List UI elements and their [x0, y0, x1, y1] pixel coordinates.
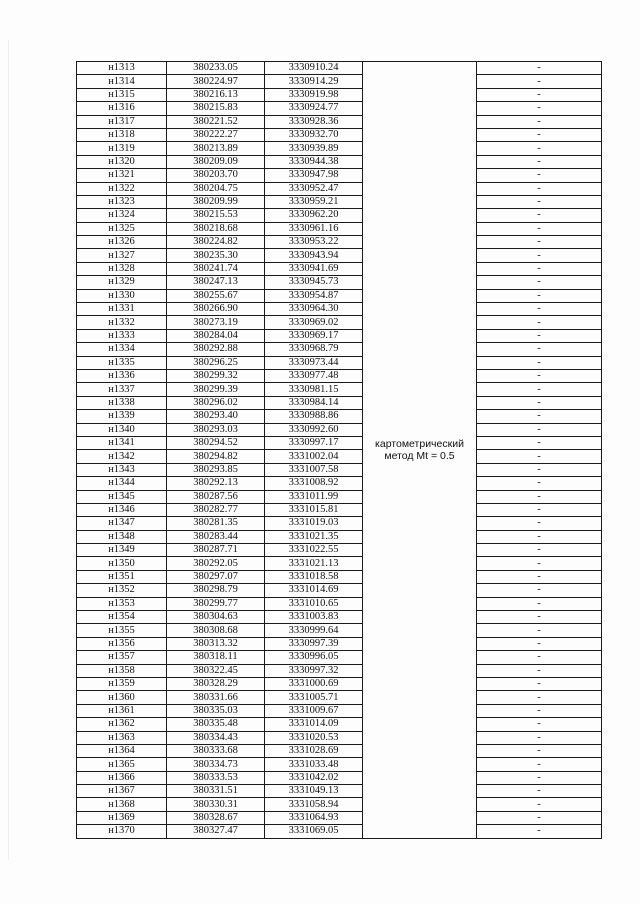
coordinate-y-cell: 3330941.69: [265, 262, 363, 275]
table-row: [77, 811, 602, 824]
coordinate-x-cell: 380292.88: [167, 343, 265, 356]
point-name-cell: н1366: [77, 771, 167, 784]
point-name-cell: н1342: [77, 450, 167, 463]
coordinate-x-cell: 380335.48: [167, 718, 265, 731]
point-name-cell: н1352: [77, 584, 167, 597]
table-row: [77, 450, 602, 463]
coordinate-x-cell: 380224.97: [167, 75, 265, 88]
table-row: [77, 611, 602, 624]
coordinate-y-cell: 3331033.48: [265, 758, 363, 771]
coordinate-y-cell: 3330969.02: [265, 316, 363, 329]
table-row: [77, 75, 602, 88]
note-cell: -: [477, 102, 602, 115]
table-row: [77, 677, 602, 690]
table-row: [77, 624, 602, 637]
coordinate-y-cell: 3331064.93: [265, 811, 363, 824]
point-name-cell: н1330: [77, 289, 167, 302]
coordinate-y-cell: 3331049.13: [265, 785, 363, 798]
coordinate-y-cell: 3331007.58: [265, 463, 363, 476]
note-cell: -: [477, 637, 602, 650]
note-cell: -: [477, 396, 602, 409]
coordinate-x-cell: 380322.45: [167, 664, 265, 677]
note-cell: -: [477, 463, 602, 476]
table-row: [77, 664, 602, 677]
point-name-cell: н1348: [77, 530, 167, 543]
table-row: [77, 825, 602, 838]
coordinate-y-cell: 3331028.69: [265, 744, 363, 757]
note-cell: -: [477, 343, 602, 356]
note-cell: -: [477, 316, 602, 329]
table-row: [77, 128, 602, 141]
coordinate-x-cell: 380296.02: [167, 396, 265, 409]
point-name-cell: н1357: [77, 651, 167, 664]
note-cell: -: [477, 624, 602, 637]
note-cell: -: [477, 825, 602, 838]
point-name-cell: н1363: [77, 731, 167, 744]
coordinate-y-cell: 3330939.89: [265, 142, 363, 155]
coordinate-y-cell: 3330969.17: [265, 329, 363, 342]
coordinate-y-cell: 3330947.98: [265, 169, 363, 182]
point-name-cell: н1343: [77, 463, 167, 476]
coordinates-table-body: [77, 62, 602, 839]
point-name-cell: н1358: [77, 664, 167, 677]
coordinate-x-cell: 380299.39: [167, 383, 265, 396]
note-cell: -: [477, 236, 602, 249]
point-name-cell: н1337: [77, 383, 167, 396]
note-cell: -: [477, 651, 602, 664]
coordinate-y-cell: 3331011.99: [265, 490, 363, 503]
coordinate-y-cell: 3330944.38: [265, 155, 363, 168]
table-row: [77, 651, 602, 664]
table-row: [77, 155, 602, 168]
coordinate-y-cell: 3330996.05: [265, 651, 363, 664]
note-cell: -: [477, 517, 602, 530]
note-cell: -: [477, 557, 602, 570]
table-row: [77, 530, 602, 543]
table-row: [77, 329, 602, 342]
point-name-cell: н1335: [77, 356, 167, 369]
note-cell: -: [477, 75, 602, 88]
note-cell: -: [477, 62, 602, 75]
table-row: [77, 195, 602, 208]
table-row: [77, 209, 602, 222]
point-name-cell: н1345: [77, 490, 167, 503]
point-name-cell: н1346: [77, 503, 167, 516]
coordinate-y-cell: 3330973.44: [265, 356, 363, 369]
coordinate-x-cell: 380235.30: [167, 249, 265, 262]
coordinate-y-cell: 3330999.64: [265, 624, 363, 637]
coordinate-x-cell: 380203.70: [167, 169, 265, 182]
coordinate-x-cell: 380330.31: [167, 798, 265, 811]
note-cell: -: [477, 785, 602, 798]
coordinate-y-cell: 3331069.05: [265, 825, 363, 838]
coordinate-x-cell: 380215.83: [167, 102, 265, 115]
coordinate-x-cell: 380296.25: [167, 356, 265, 369]
table-row: [77, 262, 602, 275]
coordinate-y-cell: 3330988.86: [265, 410, 363, 423]
table-row: [77, 798, 602, 811]
coordinate-x-cell: 380328.29: [167, 677, 265, 690]
table-row: [77, 289, 602, 302]
coordinate-y-cell: 3331022.55: [265, 544, 363, 557]
point-name-cell: н1350: [77, 557, 167, 570]
point-name-cell: н1328: [77, 262, 167, 275]
note-cell: -: [477, 88, 602, 101]
point-name-cell: н1333: [77, 329, 167, 342]
coordinate-y-cell: 3330984.14: [265, 396, 363, 409]
coordinate-y-cell: 3331019.03: [265, 517, 363, 530]
table-row: [77, 490, 602, 503]
point-name-cell: н1349: [77, 544, 167, 557]
note-cell: -: [477, 798, 602, 811]
table-row: [77, 718, 602, 731]
coordinate-y-cell: 3330953.22: [265, 236, 363, 249]
table-row: [77, 463, 602, 476]
coordinate-x-cell: 380318.11: [167, 651, 265, 664]
point-name-cell: н1361: [77, 704, 167, 717]
note-cell: -: [477, 369, 602, 382]
coordinate-x-cell: 380292.13: [167, 477, 265, 490]
note-cell: -: [477, 731, 602, 744]
coordinate-y-cell: 3331005.71: [265, 691, 363, 704]
method-label-line2: метод Mt = 0.5: [384, 449, 455, 462]
point-name-cell: н1319: [77, 142, 167, 155]
coordinate-x-cell: 380299.77: [167, 597, 265, 610]
coordinate-y-cell: 3331021.13: [265, 557, 363, 570]
coordinate-x-cell: 380298.79: [167, 584, 265, 597]
point-name-cell: н1359: [77, 677, 167, 690]
coordinate-x-cell: 380247.13: [167, 276, 265, 289]
coordinate-x-cell: 380287.56: [167, 490, 265, 503]
note-cell: -: [477, 744, 602, 757]
table-row: [77, 436, 602, 449]
table-row: [77, 276, 602, 289]
coordinate-x-cell: 380221.52: [167, 115, 265, 128]
note-cell: -: [477, 142, 602, 155]
table-row: [77, 423, 602, 436]
coordinate-x-cell: 380331.66: [167, 691, 265, 704]
scan-margin-line: [8, 40, 9, 860]
table-row: [77, 369, 602, 382]
coordinate-x-cell: 380284.04: [167, 329, 265, 342]
point-name-cell: н1365: [77, 758, 167, 771]
table-row: [77, 62, 602, 75]
point-name-cell: н1325: [77, 222, 167, 235]
coordinate-y-cell: 3331020.53: [265, 731, 363, 744]
coordinate-y-cell: 3331058.94: [265, 798, 363, 811]
note-cell: -: [477, 115, 602, 128]
point-name-cell: н1331: [77, 303, 167, 316]
note-cell: -: [477, 383, 602, 396]
note-cell: -: [477, 503, 602, 516]
table-row: [77, 115, 602, 128]
point-name-cell: н1336: [77, 369, 167, 382]
coordinate-y-cell: 3330964.30: [265, 303, 363, 316]
note-cell: -: [477, 410, 602, 423]
coordinate-y-cell: 3331003.83: [265, 611, 363, 624]
point-name-cell: н1329: [77, 276, 167, 289]
coordinate-x-cell: 380335.03: [167, 704, 265, 717]
coordinate-y-cell: 3330954.87: [265, 289, 363, 302]
table-row: [77, 517, 602, 530]
note-cell: -: [477, 758, 602, 771]
coordinate-x-cell: 380331.51: [167, 785, 265, 798]
point-name-cell: н1364: [77, 744, 167, 757]
point-name-cell: н1317: [77, 115, 167, 128]
note-cell: -: [477, 530, 602, 543]
note-cell: -: [477, 450, 602, 463]
method-cell: [363, 62, 477, 839]
note-cell: -: [477, 329, 602, 342]
table-row: [77, 731, 602, 744]
coordinate-x-cell: 380304.63: [167, 611, 265, 624]
note-cell: -: [477, 477, 602, 490]
table-row: [77, 758, 602, 771]
table-row: [77, 477, 602, 490]
coordinate-y-cell: 3331000.69: [265, 677, 363, 690]
coordinate-y-cell: 3330932.70: [265, 128, 363, 141]
point-name-cell: н1370: [77, 825, 167, 838]
point-name-cell: н1334: [77, 343, 167, 356]
coordinate-y-cell: 3330945.73: [265, 276, 363, 289]
coordinate-y-cell: 3330962.20: [265, 209, 363, 222]
point-name-cell: н1356: [77, 637, 167, 650]
coordinate-x-cell: 380333.68: [167, 744, 265, 757]
note-cell: -: [477, 155, 602, 168]
table-row: [77, 691, 602, 704]
note-cell: -: [477, 262, 602, 275]
point-name-cell: н1368: [77, 798, 167, 811]
point-name-cell: н1353: [77, 597, 167, 610]
table-row: [77, 637, 602, 650]
table-row: [77, 771, 602, 784]
coordinate-y-cell: 3330997.17: [265, 436, 363, 449]
coordinate-x-cell: 380282.77: [167, 503, 265, 516]
coordinate-x-cell: 380293.85: [167, 463, 265, 476]
coordinate-y-cell: 3330981.15: [265, 383, 363, 396]
note-cell: -: [477, 423, 602, 436]
coordinate-x-cell: 380294.82: [167, 450, 265, 463]
note-cell: -: [477, 664, 602, 677]
coordinate-x-cell: 380266.90: [167, 303, 265, 316]
note-cell: -: [477, 704, 602, 717]
point-name-cell: н1324: [77, 209, 167, 222]
coordinate-x-cell: 380299.32: [167, 369, 265, 382]
coordinate-y-cell: 3330910.24: [265, 62, 363, 75]
coordinate-y-cell: 3330943.94: [265, 249, 363, 262]
table-row: [77, 356, 602, 369]
note-cell: -: [477, 691, 602, 704]
coordinate-x-cell: 380297.07: [167, 570, 265, 583]
point-name-cell: н1314: [77, 75, 167, 88]
coordinate-y-cell: 3331009.67: [265, 704, 363, 717]
note-cell: -: [477, 182, 602, 195]
coordinate-x-cell: 380292.05: [167, 557, 265, 570]
coordinate-y-cell: 3330961.16: [265, 222, 363, 235]
point-name-cell: н1360: [77, 691, 167, 704]
coordinate-x-cell: 380222.27: [167, 128, 265, 141]
note-cell: -: [477, 771, 602, 784]
point-name-cell: н1315: [77, 88, 167, 101]
table-row: [77, 169, 602, 182]
point-name-cell: н1326: [77, 236, 167, 249]
coordinate-x-cell: 380241.74: [167, 262, 265, 275]
note-cell: -: [477, 128, 602, 141]
table-row: [77, 303, 602, 316]
point-name-cell: н1318: [77, 128, 167, 141]
coordinate-y-cell: 3331010.65: [265, 597, 363, 610]
point-name-cell: н1332: [77, 316, 167, 329]
coordinate-x-cell: 380328.67: [167, 811, 265, 824]
coordinate-x-cell: 380294.52: [167, 436, 265, 449]
note-cell: -: [477, 597, 602, 610]
coordinate-x-cell: 380333.53: [167, 771, 265, 784]
note-cell: -: [477, 356, 602, 369]
coordinate-x-cell: 380283.44: [167, 530, 265, 543]
coordinate-x-cell: 380215.53: [167, 209, 265, 222]
note-cell: -: [477, 490, 602, 503]
coordinate-y-cell: 3331021.35: [265, 530, 363, 543]
coordinate-x-cell: 380233.05: [167, 62, 265, 75]
table-row: [77, 182, 602, 195]
coordinate-x-cell: 380327.47: [167, 825, 265, 838]
note-cell: -: [477, 718, 602, 731]
coordinate-y-cell: 3330914.29: [265, 75, 363, 88]
note-cell: -: [477, 195, 602, 208]
point-name-cell: н1355: [77, 624, 167, 637]
coordinate-y-cell: 3330977.48: [265, 369, 363, 382]
point-name-cell: н1338: [77, 396, 167, 409]
point-name-cell: н1351: [77, 570, 167, 583]
coordinate-y-cell: 3330997.39: [265, 637, 363, 650]
note-cell: -: [477, 811, 602, 824]
coordinate-x-cell: 380334.43: [167, 731, 265, 744]
note-cell: -: [477, 209, 602, 222]
point-name-cell: н1313: [77, 62, 167, 75]
table-row: [77, 503, 602, 516]
coordinate-y-cell: 3331018.58: [265, 570, 363, 583]
note-cell: -: [477, 222, 602, 235]
table-row: [77, 597, 602, 610]
coordinates-table: [76, 61, 602, 839]
coordinate-y-cell: 3330952.47: [265, 182, 363, 195]
point-name-cell: н1340: [77, 423, 167, 436]
table-row: [77, 410, 602, 423]
note-cell: -: [477, 570, 602, 583]
coordinate-y-cell: 3331014.09: [265, 718, 363, 731]
coordinate-x-cell: 380213.89: [167, 142, 265, 155]
table-row: [77, 544, 602, 557]
table-row: [77, 88, 602, 101]
table-row: [77, 383, 602, 396]
point-name-cell: н1316: [77, 102, 167, 115]
note-cell: -: [477, 611, 602, 624]
point-name-cell: н1369: [77, 811, 167, 824]
point-name-cell: н1362: [77, 718, 167, 731]
note-cell: -: [477, 584, 602, 597]
coordinate-x-cell: 380255.67: [167, 289, 265, 302]
coordinate-y-cell: 3330928.36: [265, 115, 363, 128]
point-name-cell: н1347: [77, 517, 167, 530]
note-cell: -: [477, 169, 602, 182]
coordinate-y-cell: 3331042.02: [265, 771, 363, 784]
coordinate-x-cell: 380216.13: [167, 88, 265, 101]
table-row: [77, 584, 602, 597]
table-row: [77, 222, 602, 235]
point-name-cell: н1367: [77, 785, 167, 798]
note-cell: -: [477, 249, 602, 262]
coordinate-x-cell: 380218.68: [167, 222, 265, 235]
table-row: [77, 249, 602, 262]
coordinate-y-cell: 3330924.77: [265, 102, 363, 115]
method-label-line1: картометрический: [375, 437, 464, 450]
note-cell: -: [477, 276, 602, 289]
table-row: [77, 557, 602, 570]
point-name-cell: н1354: [77, 611, 167, 624]
coordinate-x-cell: 380209.99: [167, 195, 265, 208]
table-row: [77, 343, 602, 356]
table-row: [77, 142, 602, 155]
point-name-cell: н1327: [77, 249, 167, 262]
coordinate-y-cell: 3330919.98: [265, 88, 363, 101]
coordinate-x-cell: 380204.75: [167, 182, 265, 195]
coordinate-y-cell: 3331015.81: [265, 503, 363, 516]
point-name-cell: н1341: [77, 436, 167, 449]
note-cell: -: [477, 303, 602, 316]
coordinate-y-cell: 3330997.32: [265, 664, 363, 677]
coordinate-x-cell: 380293.03: [167, 423, 265, 436]
coordinate-x-cell: 380224.82: [167, 236, 265, 249]
coordinate-x-cell: 380308.68: [167, 624, 265, 637]
coordinate-x-cell: 380209.09: [167, 155, 265, 168]
table-row: [77, 102, 602, 115]
point-name-cell: н1321: [77, 169, 167, 182]
note-cell: -: [477, 677, 602, 690]
table-row: [77, 785, 602, 798]
table-row: [77, 396, 602, 409]
coordinate-x-cell: 380334.73: [167, 758, 265, 771]
coordinate-x-cell: 380293.40: [167, 410, 265, 423]
note-cell: -: [477, 436, 602, 449]
table-row: [77, 744, 602, 757]
note-cell: -: [477, 544, 602, 557]
coordinate-x-cell: 380313.32: [167, 637, 265, 650]
table-row: [77, 704, 602, 717]
coordinate-y-cell: 3331008.92: [265, 477, 363, 490]
point-name-cell: н1320: [77, 155, 167, 168]
point-name-cell: н1339: [77, 410, 167, 423]
coordinate-y-cell: 3331002.04: [265, 450, 363, 463]
note-cell: -: [477, 289, 602, 302]
coordinate-x-cell: 380287.71: [167, 544, 265, 557]
coordinate-y-cell: 3330992.60: [265, 423, 363, 436]
coordinate-y-cell: 3330959.21: [265, 195, 363, 208]
coordinate-x-cell: 380273.19: [167, 316, 265, 329]
table-row: [77, 316, 602, 329]
point-name-cell: н1344: [77, 477, 167, 490]
point-name-cell: н1323: [77, 195, 167, 208]
table-row: [77, 570, 602, 583]
coordinate-y-cell: 3330968.79: [265, 343, 363, 356]
table-row: [77, 236, 602, 249]
point-name-cell: н1322: [77, 182, 167, 195]
coordinate-y-cell: 3331014.69: [265, 584, 363, 597]
coordinate-x-cell: 380281.35: [167, 517, 265, 530]
